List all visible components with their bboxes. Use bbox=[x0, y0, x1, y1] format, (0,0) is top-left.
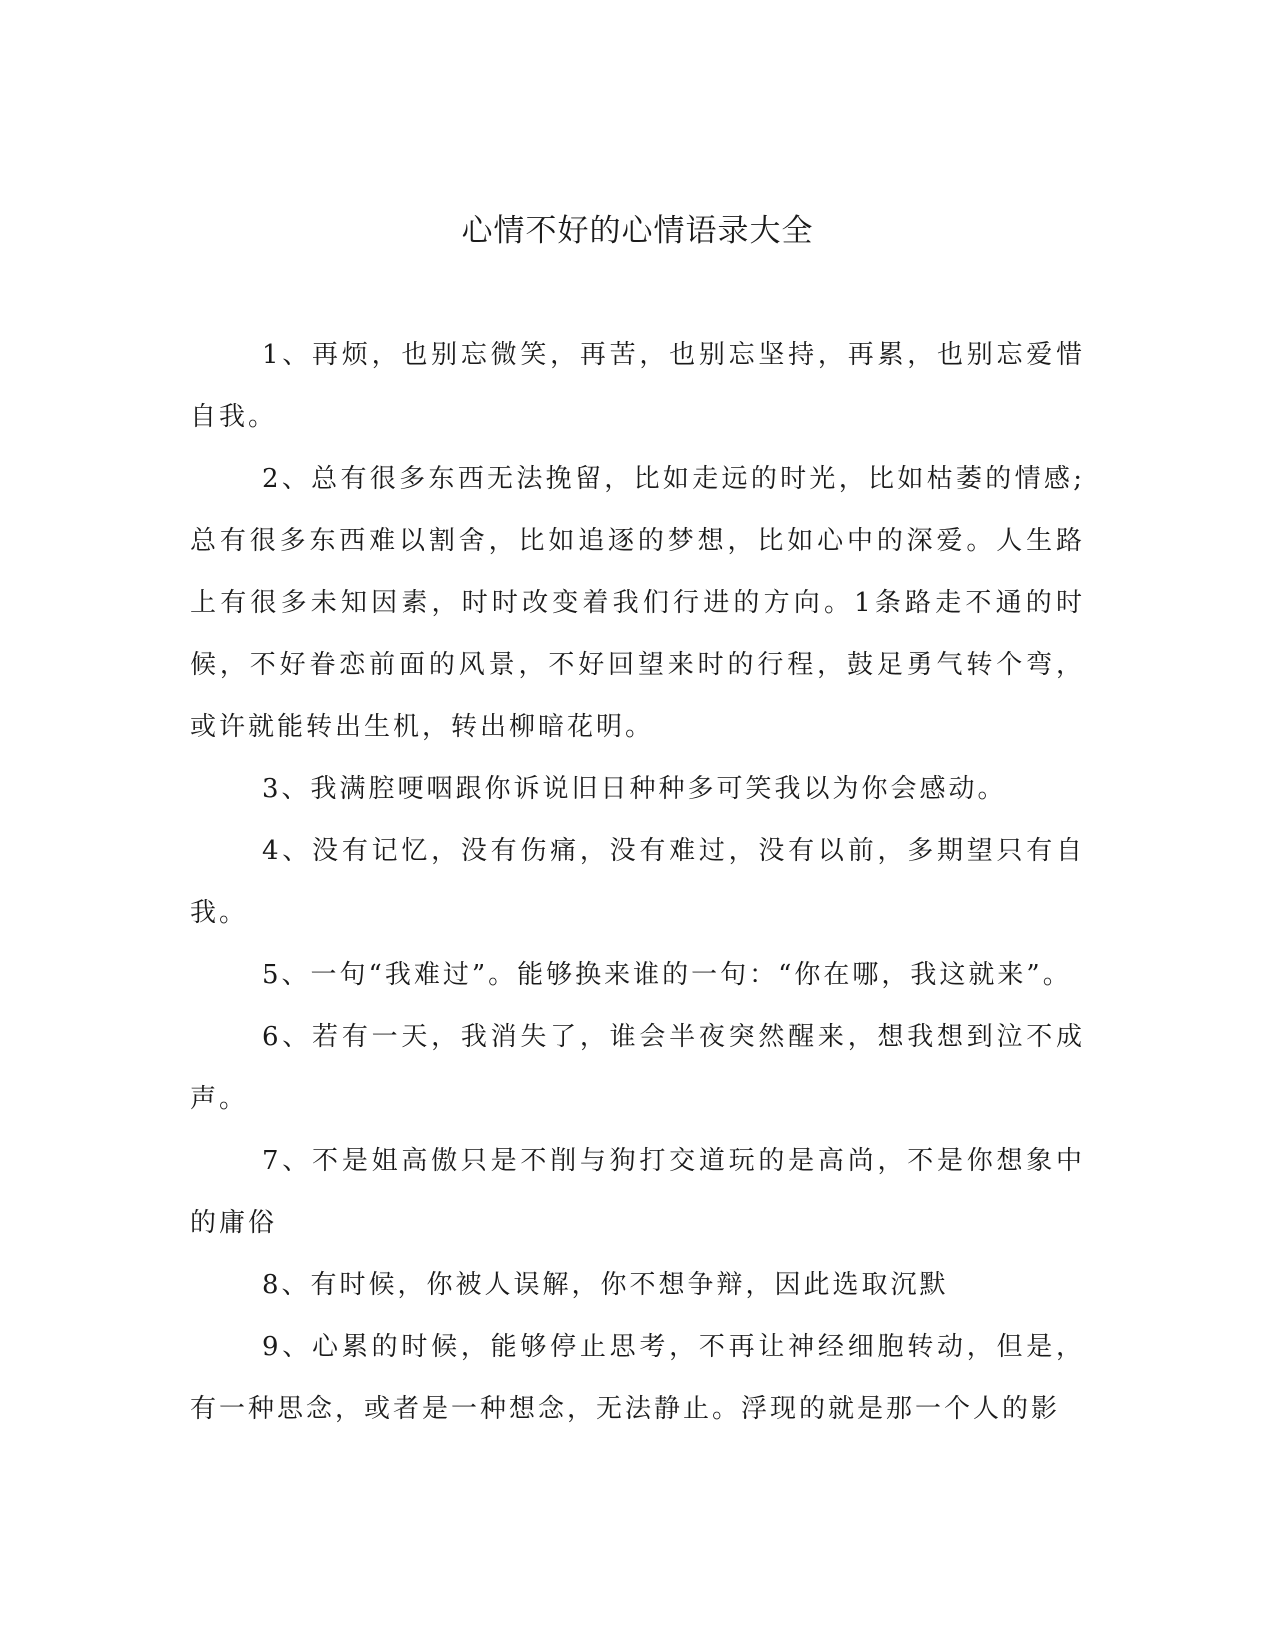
paragraph-8: 8、有时候，你被人误解，你不想争辩，因此选取沉默 bbox=[262, 1270, 949, 1300]
document-body bbox=[190, 324, 1085, 1440]
paragraph-9: 9、心累的时候，能够停止思考，不再让神经细胞转动，但是，有一种思念，或者是一种想念，无法静止。浮现的就是那一个人的影 bbox=[190, 1332, 1085, 1424]
paragraph-4: 4、没有记忆，没有伤痛，没有难过，没有以前，多期望只有自我。 bbox=[190, 836, 1085, 928]
document-title: 心情不好的心情语录大全 bbox=[461, 213, 814, 249]
paragraph-1: 1、再烦，也别忘微笑，再苦，也别忘坚持，再累，也别忘爱惜自我。 bbox=[190, 340, 1085, 432]
paragraph-3: 3、我满腔哽咽跟你诉说旧日种种多可笑我以为你会感动。 bbox=[262, 774, 1007, 804]
paragraph-5: 5、一句“我难过”。能够换来谁的一句：“你在哪，我这就来”。 bbox=[262, 960, 1072, 990]
paragraph-6: 6、若有一天，我消失了，谁会半夜突然醒来，想我想到泣不成声。 bbox=[190, 1022, 1085, 1114]
paragraph-7: 7、不是姐高傲只是不削与狗打交道玩的是高尚，不是你想象中的庸俗 bbox=[190, 1146, 1085, 1238]
paragraph-2: 2、总有很多东西无法挽留，比如走远的时光，比如枯萎的情感;总有很多东西难以割舍，比如追逐的梦想，比如心中的深爱。人生路上有很多未知因素，时时改变着我们行进的方向。1条路走不通的时候，不好眷恋前面的风景，不好回望来时的行程，鼓足勇气转个弯，或许就能转出生机，转出柳暗花明。 bbox=[190, 464, 1085, 742]
